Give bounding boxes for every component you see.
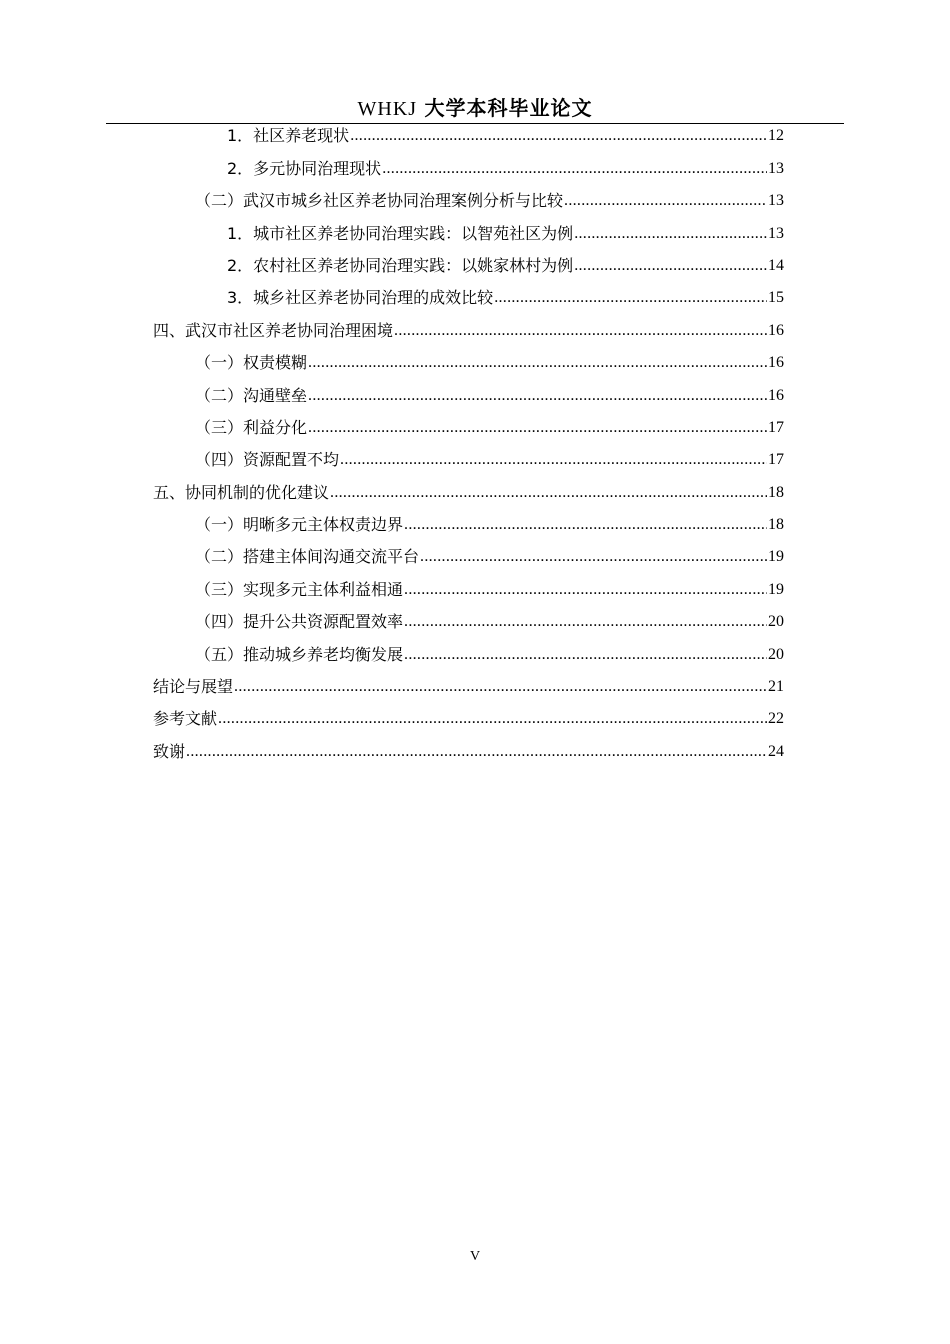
- toc-dot-leader: [394, 319, 767, 343]
- toc-entry[interactable]: [195, 384, 784, 408]
- toc-dot-leader: [382, 157, 767, 181]
- toc-entry[interactable]: [153, 481, 784, 505]
- toc-entry-label: 2．多元协同治理现状: [227, 159, 382, 178]
- toc-entry-label: 致谢: [153, 742, 186, 761]
- page-header: [0, 95, 950, 122]
- toc-entry-label: 结论与展望: [153, 677, 234, 696]
- toc-dot-leader: [494, 286, 767, 310]
- toc-entry-page: 20: [768, 646, 784, 663]
- toc-entry[interactable]: [153, 740, 784, 764]
- toc-entry[interactable]: [195, 610, 784, 634]
- toc-entry-label: （三）实现多元主体利益相通: [195, 580, 404, 599]
- toc-entry-label: （二）武汉市城乡社区养老协同治理案例分析与比较: [195, 191, 564, 210]
- toc-entry-page: 12: [768, 127, 784, 144]
- toc-dot-leader: [574, 254, 767, 278]
- toc-dot-leader: [404, 578, 767, 602]
- toc-entry-page: 17: [768, 451, 784, 468]
- toc-entry-page: 13: [768, 192, 784, 209]
- toc-entry-page: 16: [768, 387, 784, 404]
- toc-entry[interactable]: [227, 124, 784, 148]
- toc-dot-leader: [308, 416, 767, 440]
- toc-dot-leader: [340, 448, 767, 472]
- toc-entry-page: 18: [768, 484, 784, 501]
- toc-entry-label: 五、协同机制的优化建议: [153, 483, 330, 502]
- toc-entry-label: （四）资源配置不均: [195, 450, 340, 469]
- toc-entry-page: 19: [768, 581, 784, 598]
- toc-dot-leader: [564, 189, 767, 213]
- toc-entry-page: 14: [768, 257, 784, 274]
- toc-entry[interactable]: [227, 254, 784, 278]
- toc-dot-leader: [420, 545, 767, 569]
- toc-entry[interactable]: [195, 578, 784, 602]
- toc-dot-leader: [308, 351, 767, 375]
- toc-dot-leader: [350, 124, 767, 148]
- toc-entry-page: 22: [768, 710, 784, 727]
- toc-entry-label: 3．城乡社区养老协同治理的成效比较: [227, 288, 494, 307]
- toc-dot-leader: [308, 384, 767, 408]
- toc-entry[interactable]: [195, 448, 784, 472]
- toc-entry-label: （二）搭建主体间沟通交流平台: [195, 547, 420, 566]
- toc-entry[interactable]: [195, 545, 784, 569]
- toc-entry[interactable]: [227, 222, 784, 246]
- toc-dot-leader: [330, 481, 767, 505]
- toc-entry-label: 1．社区养老现状: [227, 126, 350, 145]
- toc-entry-label: 2．农村社区养老协同治理实践：以姚家林村为例: [227, 256, 574, 275]
- toc-entry-label: 1．城市社区养老协同治理实践：以智苑社区为例: [227, 224, 574, 243]
- toc-dot-leader: [218, 707, 767, 731]
- toc-entry[interactable]: [227, 157, 784, 181]
- toc-dot-leader: [234, 675, 767, 699]
- header-title: 大学本科毕业论文: [424, 96, 593, 120]
- toc-entry-label: 参考文献: [153, 709, 218, 728]
- toc-entry[interactable]: [195, 189, 784, 213]
- toc-entry-page: 13: [768, 225, 784, 242]
- toc-entry-label: 四、武汉市社区养老协同治理困境: [153, 321, 394, 340]
- toc-entry[interactable]: [195, 643, 784, 667]
- toc-dot-leader: [404, 610, 767, 634]
- toc-entry[interactable]: [195, 416, 784, 440]
- toc-dot-leader: [404, 643, 767, 667]
- toc-dot-leader: [574, 222, 767, 246]
- toc-entry-page: 21: [768, 678, 784, 695]
- toc-entry-label: （二）沟通壁垒: [195, 386, 308, 405]
- toc-entry[interactable]: [227, 286, 784, 310]
- page-number: V: [469, 1249, 481, 1264]
- toc-entry[interactable]: [195, 513, 784, 537]
- toc-entry-page: 18: [768, 516, 784, 533]
- toc-entry-page: 20: [768, 613, 784, 630]
- toc-entry-page: 17: [768, 419, 784, 436]
- toc-entry[interactable]: [153, 707, 784, 731]
- toc-dot-leader: [186, 740, 767, 764]
- toc-entry[interactable]: [153, 319, 784, 343]
- toc-entry-label: （五）推动城乡养老均衡发展: [195, 645, 404, 664]
- toc-entry-page: 15: [768, 289, 784, 306]
- toc-entry-label: （三）利益分化: [195, 418, 308, 437]
- toc-entry[interactable]: [195, 351, 784, 375]
- toc-entry-label: （四）提升公共资源配置效率: [195, 612, 404, 631]
- header-university-code: WHKJ: [357, 98, 418, 120]
- toc-entry-page: 16: [768, 354, 784, 371]
- toc-entry-page: 19: [768, 548, 784, 565]
- toc-entry[interactable]: [153, 675, 784, 699]
- toc-entry-page: 24: [768, 743, 784, 760]
- toc-entry-page: 13: [768, 160, 784, 177]
- toc-dot-leader: [404, 513, 767, 537]
- toc-entry-label: （一）明晰多元主体权责边界: [195, 515, 404, 534]
- toc-entry-page: 16: [768, 322, 784, 339]
- toc-entry-label: （一）权责模糊: [195, 353, 308, 372]
